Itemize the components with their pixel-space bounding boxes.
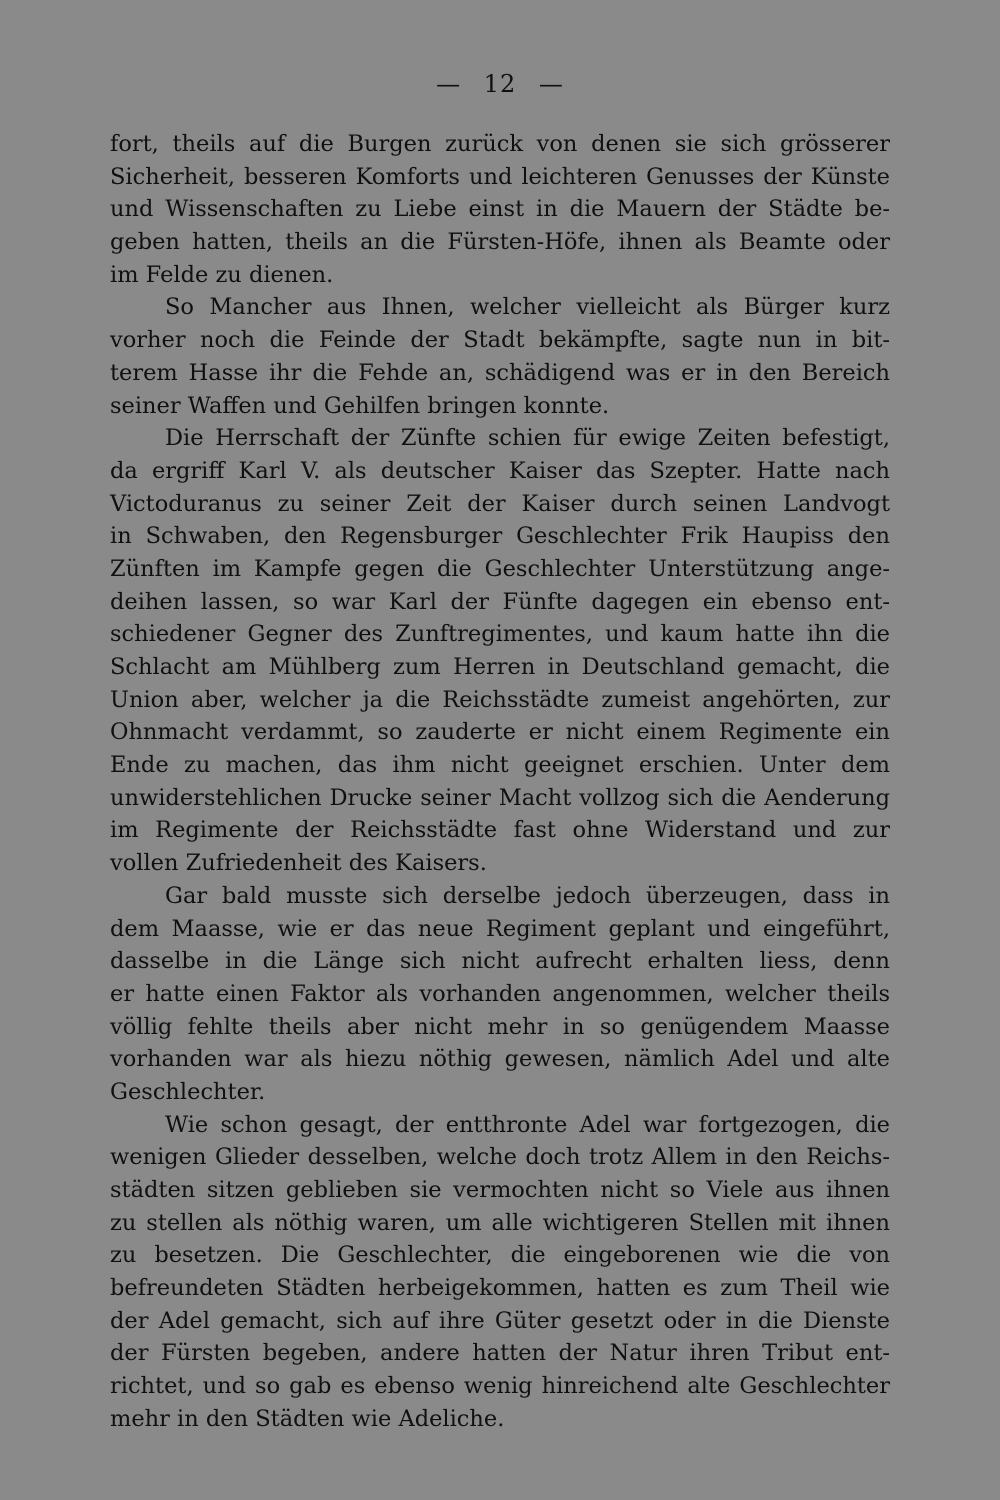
text-line: in Schwaben, den Regensburger Geschlechter Frik Haupiss den	[110, 523, 890, 550]
text-line: Zünften im Kampfe gegen die Geschlechter Unterstützung ange-	[110, 555, 890, 582]
text-line: befreundeten Städten herbeigekommen, hatten es zum Theil wie	[110, 1275, 890, 1302]
text-line: wenigen Glieder desselben, welche doch trotz Allem in den Reichs-	[110, 1144, 890, 1171]
text-line: Ohnmacht verdammt, so zauderte er nicht einem Regimente ein	[110, 719, 890, 746]
text-line: der Adel gemacht, sich auf ihre Güter gesetzt oder in die Dienste	[110, 1307, 890, 1334]
text-line: Die Herrschaft der Zünfte schien für ewige Zeiten befestigt,	[165, 425, 890, 452]
text-line: Schlacht am Mühlberg zum Herren in Deutschland gemacht, die	[110, 654, 890, 680]
text-line: vollen Zufriedenheit des Kaisers.	[110, 850, 487, 877]
text-line: vorhanden war als hiezu nöthig gewesen, nämlich Adel und alte	[110, 1046, 890, 1073]
text-line: dem Maasse, wie er das neue Regiment geplant und eingeführt,	[110, 915, 890, 942]
text-line: So Mancher aus Ihnen, welcher vielleicht als Bürger kurz	[165, 294, 890, 321]
text-line: unwiderstehlichen Drucke seiner Macht vollzog sich die Aenderung	[110, 784, 890, 811]
text-line: im Felde zu dienen.	[110, 261, 334, 288]
text-line: er hatte einen Faktor als vorhanden angenommen, welcher theils	[110, 980, 890, 1007]
text-line: fort, theils auf die Burgen zurück von denen sie sich grösserer	[110, 131, 890, 157]
text-line: Gar bald musste sich derselbe jedoch überzeugen, dass in	[165, 882, 890, 909]
text-line: dasselbe in die Länge sich nicht aufrecht erhalten liess, denn	[110, 948, 890, 975]
text-line: völlig fehlte theils aber nicht mehr in so genügendem Maasse	[110, 1013, 890, 1040]
text-line: deihen lassen, so war Karl der Fünfte dagegen ein ebenso ent-	[110, 588, 890, 615]
text-line: richtet, und so gab es ebenso wenig hinreichend alte Geschlechter	[110, 1373, 890, 1400]
text-line: mehr in den Städten wie Adeliche.	[110, 1405, 505, 1432]
text-line: Geschlechter.	[110, 1078, 266, 1105]
text-line: Ende zu machen, das ihm nicht geeignet erschien. Unter dem	[110, 752, 890, 779]
text-line: und Wissenschaften zu Liebe einst in die Mauern der Städte be-	[110, 196, 890, 223]
text-line: schiedener Gegner des Zunftregimentes, und kaum hatte ihn die	[110, 621, 890, 648]
text-line: terem Hasse ihr die Fehde an, schädigend was er in den Bereich	[110, 359, 890, 386]
text-line: geben hatten, theils an die Fürsten-Höfe, ihnen als Beamte oder	[110, 229, 890, 256]
text-line: Victoduranus zu seiner Zeit der Kaiser durch seinen Landvogt	[110, 490, 890, 517]
text-line: seiner Waffen und Gehilfen bringen konnte.	[110, 392, 610, 419]
text-line: der Fürsten begeben, andere hatten der Natur ihren Tribut ent-	[110, 1340, 890, 1367]
body-text	[110, 128, 890, 1436]
page-number: — 12 —	[436, 70, 564, 98]
text-line: im Regimente der Reichsstädte fast ohne Widerstand und zur	[110, 817, 890, 844]
text-line: vorher noch die Feinde der Stadt bekämpfte, sagte nun in bit-	[110, 327, 890, 354]
text-line: da ergriff Karl V. als deutscher Kaiser das Szepter. Hatte nach	[110, 457, 890, 484]
text-line: städten sitzen geblieben sie vermochten nicht so Viele aus ihnen	[110, 1177, 890, 1203]
text-line: Sicherheit, besseren Komforts und leichteren Genusses der Künste	[110, 163, 890, 190]
text-line: Wie schon gesagt, der entthronte Adel war fortgezogen, die	[165, 1111, 890, 1138]
text-line: zu stellen als nöthig waren, um alle wichtigeren Stellen mit ihnen	[110, 1209, 890, 1236]
text-line: zu besetzen. Die Geschlechter, die eingeborenen wie die von	[110, 1242, 890, 1269]
text-line: Union aber, welcher ja die Reichsstädte zumeist angehörten, zur	[110, 686, 890, 713]
